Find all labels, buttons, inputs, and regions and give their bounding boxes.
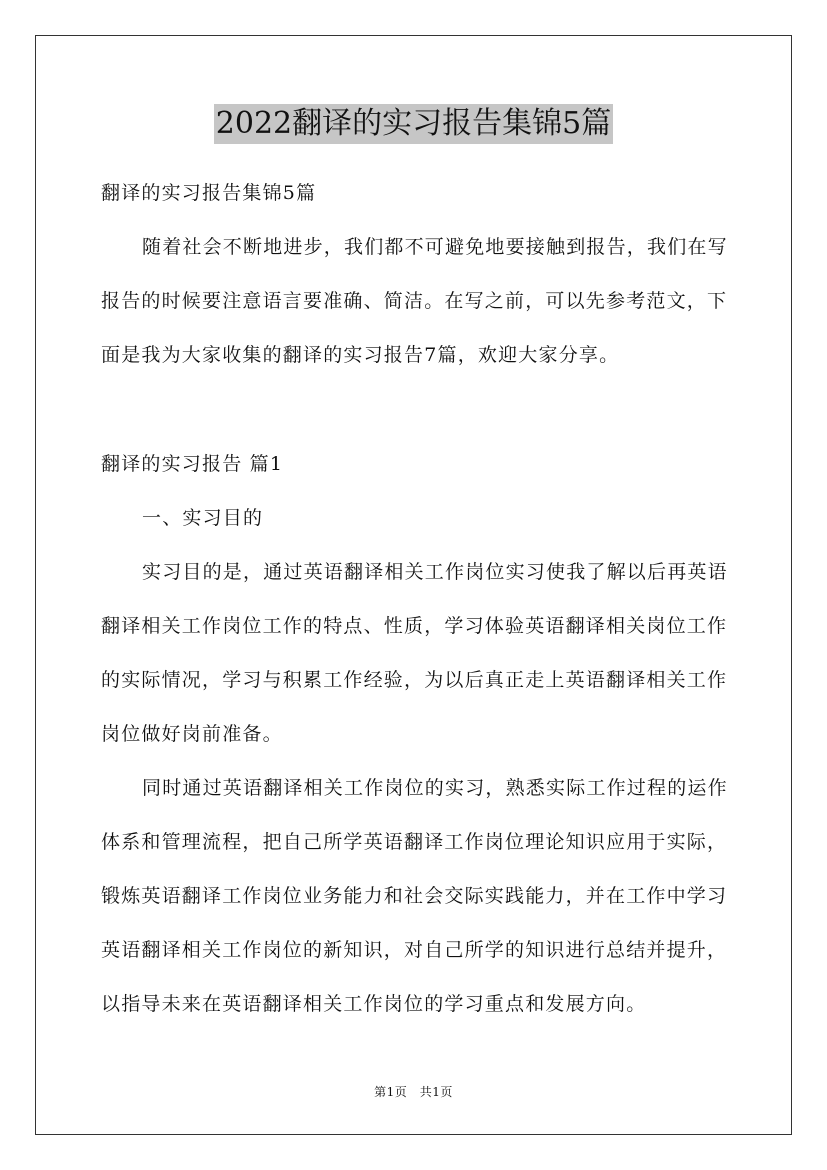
section-block	[101, 437, 731, 1031]
document-title	[0, 103, 827, 144]
section-heading: 翻译的实习报告 篇1	[101, 453, 284, 475]
page-number-footer: 第1页 共1页	[374, 1085, 453, 1099]
paragraph-purpose: 实习目的是，通过英语翻译相关工作岗位实习使我了解以后再英语翻译相关工作岗位工作的特点、性质，学习体验英语翻译相关岗位工作的实际情况，学习与积累工作经验，为以后真正走上英语翻译相关工作岗位做好岗前准备。	[101, 561, 728, 745]
intro-paragraph: 随着社会不断地进步，我们都不可避免地要接触到报告，我们在写报告的时候要注意语言要准确、简洁。在写之前，可以先参考范文，下面是我为大家收集的翻译的实习报告7篇，欢迎大家分享。	[101, 236, 728, 366]
paragraph-practice: 同时通过英语翻译相关工作岗位的实习，熟悉实际工作过程的运作体系和管理流程，把自己所学英语翻译工作岗位理论知识应用于实际，锻炼英语翻译工作岗位业务能力和社会交际实践能力，并在工作中学习英语翻译相关工作岗位的新知识，对自己所学的知识进行总结并提升，以指导未来在英语翻译相关工作岗位的学习重点和发展方向。	[101, 777, 728, 1015]
document-title-text: 2022翻译的实习报告集锦5篇	[214, 104, 613, 144]
sub-heading: 一、实习目的	[142, 507, 264, 529]
document-subtitle: 翻译的实习报告集锦5篇	[101, 182, 317, 204]
intro-block	[101, 166, 731, 382]
